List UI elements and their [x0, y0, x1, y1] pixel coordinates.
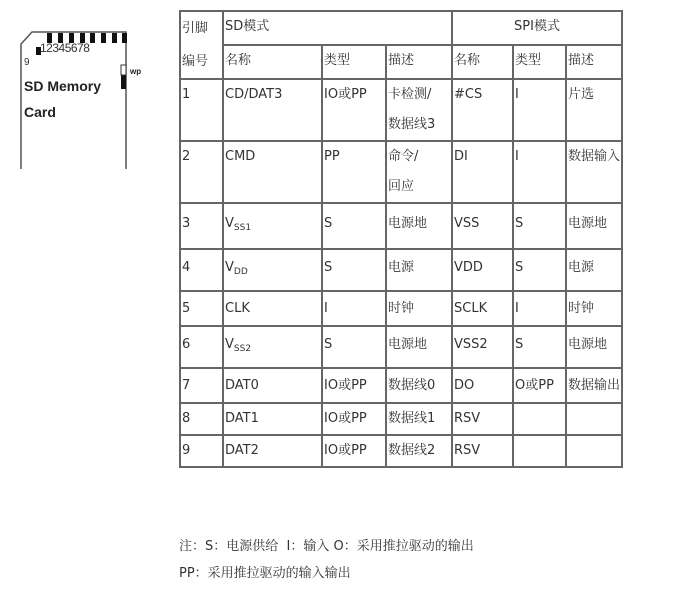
cell-sd-name: CMD — [223, 141, 322, 203]
table-row — [180, 368, 622, 403]
pin-number-header — [180, 11, 223, 79]
cell-spi-desc: 电源 — [566, 249, 622, 291]
header-row-1 — [180, 11, 622, 45]
cell-sd-type: S — [322, 203, 386, 249]
cell-sd-name-subscript: SS1 — [233, 223, 252, 233]
cell-spi-type — [513, 435, 566, 467]
spi-desc-header: 描述 — [566, 45, 622, 79]
table-row — [180, 79, 622, 141]
cell-pin: 4 — [180, 249, 223, 291]
cell-spi-type: S — [513, 326, 566, 368]
cell-spi-type: I — [513, 79, 566, 141]
cell-sd-name: CLK — [223, 291, 322, 326]
sd-desc-header: 描述 — [386, 45, 452, 79]
header-row-2 — [180, 45, 622, 79]
sd-name-header: 名称 — [223, 45, 322, 79]
cell-sd-desc: 命令/ 回应 — [386, 141, 452, 203]
cell-spi-desc: 时钟 — [566, 291, 622, 326]
cell-spi-desc: 电源地 — [566, 326, 622, 368]
table-row — [180, 326, 622, 368]
spi-type-header: 类型 — [513, 45, 566, 79]
cell-sd-name: DAT2 — [223, 435, 322, 467]
cell-sd-name-subscript: DD — [233, 267, 248, 277]
cell-spi-type: I — [513, 141, 566, 203]
card-title — [24, 73, 101, 125]
cell-pin: 3 — [180, 203, 223, 249]
cell-pin: 6 — [180, 326, 223, 368]
cell-sd-name: CD/DAT3 — [223, 79, 322, 141]
cell-sd-desc: 时钟 — [386, 291, 452, 326]
notes — [179, 533, 474, 587]
cell-sd-type: S — [322, 326, 386, 368]
cell-spi-desc — [566, 435, 622, 467]
cell-sd-name: DAT0 — [223, 368, 322, 403]
cell-sd-desc: 数据线0 — [386, 368, 452, 403]
cell-pin: 7 — [180, 368, 223, 403]
cell-spi-name: #CS — [452, 79, 513, 141]
cell-pin: 9 — [180, 435, 223, 467]
cell-spi-type: S — [513, 249, 566, 291]
cell-spi-desc: 电源地 — [566, 203, 622, 249]
cell-spi-name: RSV — [452, 435, 513, 467]
cell-sd-name: DAT1 — [223, 403, 322, 435]
table-row — [180, 141, 622, 203]
cell-spi-name: VSS — [452, 203, 513, 249]
pin-number-header-line1: 引脚 — [182, 21, 209, 36]
spi-name-header: 名称 — [452, 45, 513, 79]
pin-definition-table — [179, 10, 623, 468]
cell-sd-type: IO或PP — [322, 368, 386, 403]
sd-card-diagram — [18, 29, 142, 169]
cell-sd-name-base: V — [225, 216, 234, 231]
cell-pin: 1 — [180, 79, 223, 141]
cell-sd-name-base: V — [225, 260, 234, 275]
sd-mode-header: SD模式 — [223, 11, 452, 45]
cell-sd-name — [223, 203, 322, 249]
cell-sd-desc: 数据线2 — [386, 435, 452, 467]
cell-spi-name: DI — [452, 141, 513, 203]
table-row — [180, 403, 622, 435]
cell-spi-desc: 数据输入 — [566, 141, 622, 203]
cell-spi-type: I — [513, 291, 566, 326]
cell-sd-type: S — [322, 249, 386, 291]
cell-spi-name: RSV — [452, 403, 513, 435]
cell-sd-type: I — [322, 291, 386, 326]
cell-spi-name: SCLK — [452, 291, 513, 326]
cell-sd-type: PP — [322, 141, 386, 203]
cell-spi-desc — [566, 403, 622, 435]
cell-sd-type: IO或PP — [322, 403, 386, 435]
cell-sd-desc: 数据线1 — [386, 403, 452, 435]
write-protect-label: wp — [130, 67, 142, 76]
cell-sd-desc: 卡检测/ 数据线3 — [386, 79, 452, 141]
card-title-line1: SD Memory — [24, 78, 102, 94]
cell-spi-desc: 片选 — [566, 79, 622, 141]
cell-pin: 5 — [180, 291, 223, 326]
cell-sd-type: IO或PP — [322, 79, 386, 141]
cell-spi-desc: 数据输出 — [566, 368, 622, 403]
table-row — [180, 249, 622, 291]
cell-sd-name — [223, 326, 322, 368]
note-line-2: PP：采用推拉驱动的输入输出 — [179, 566, 351, 581]
cell-pin: 2 — [180, 141, 223, 203]
cell-sd-type: IO或PP — [322, 435, 386, 467]
cell-spi-name: DO — [452, 368, 513, 403]
table-row — [180, 203, 622, 249]
note-line-1: 注：S：电源供给 I：输入 O：采用推拉驱动的输出 — [179, 539, 474, 554]
cell-sd-name-subscript: SS2 — [233, 344, 252, 354]
cell-spi-name: VSS2 — [452, 326, 513, 368]
cell-spi-name: VDD — [452, 249, 513, 291]
pin-9-label: 9 — [24, 57, 30, 68]
card-title-line2: Card — [24, 104, 56, 120]
sd-type-header: 类型 — [322, 45, 386, 79]
table-row — [180, 435, 622, 467]
cell-sd-desc: 电源地 — [386, 326, 452, 368]
pin-numbers: 12345678 — [40, 41, 90, 55]
cell-spi-type — [513, 403, 566, 435]
cell-sd-name — [223, 249, 322, 291]
pin-number-header-line2: 编号 — [182, 54, 209, 69]
cell-sd-desc: 电源 — [386, 249, 452, 291]
table-row — [180, 291, 622, 326]
cell-sd-desc: 电源地 — [386, 203, 452, 249]
spi-mode-header: SPI模式 — [452, 11, 622, 45]
cell-sd-name-base: V — [225, 337, 234, 352]
cell-pin: 8 — [180, 403, 223, 435]
cell-spi-type: O或PP — [513, 368, 566, 403]
cell-spi-type: S — [513, 203, 566, 249]
